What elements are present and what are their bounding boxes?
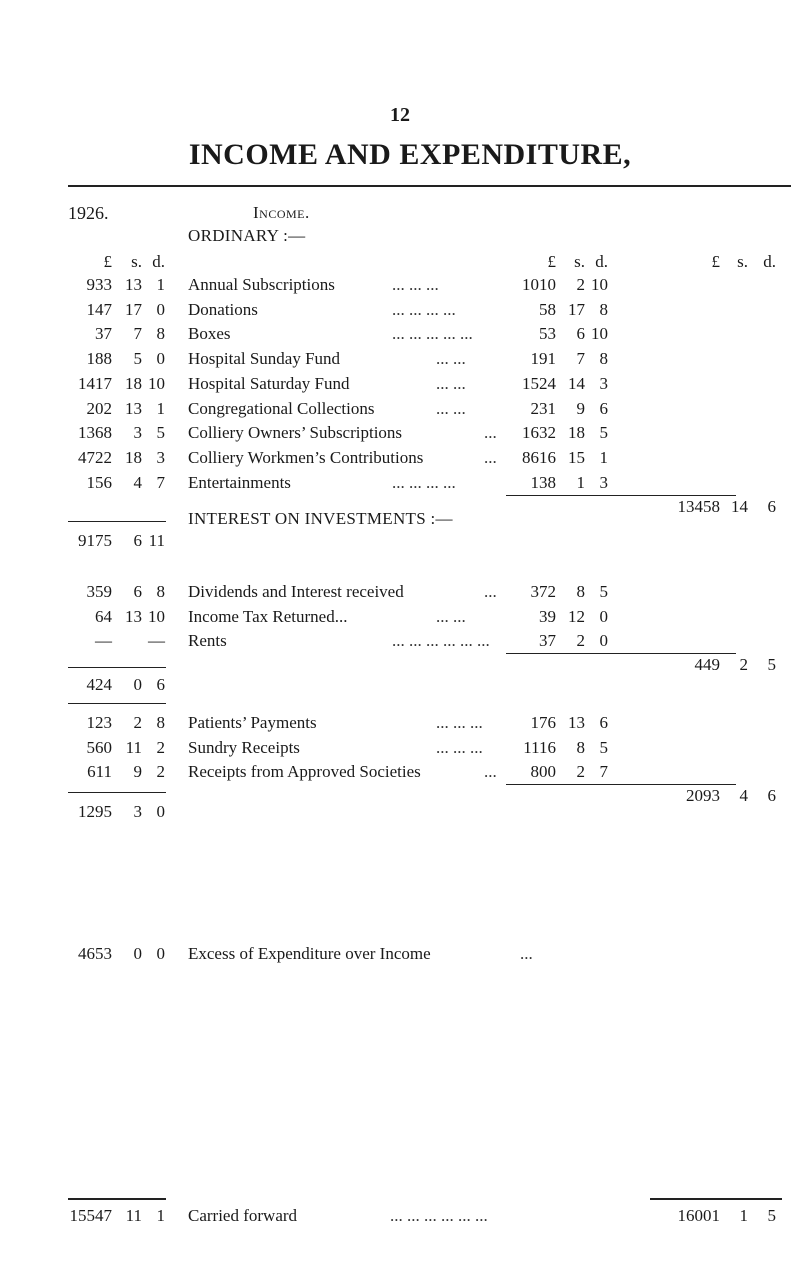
row-label: Excess of Expenditure over Income (188, 944, 431, 963)
table-row (0, 347, 800, 371)
row-label: Dividends and Interest received (188, 582, 404, 601)
page-number: 12 (390, 104, 410, 126)
row-label: Donations (188, 299, 258, 319)
curr-shillings: 7 (576, 349, 585, 369)
prev-subtotal-rule (68, 521, 166, 522)
prev-shillings: 4 (133, 472, 142, 492)
prev-shillings: 0 (133, 944, 142, 963)
ordinary-total-previous (0, 529, 800, 553)
prev-pence: 0 (156, 802, 165, 821)
prev-pence: 3 (156, 447, 165, 467)
row-label: Entertainments (188, 472, 291, 492)
table-row (0, 397, 800, 421)
row-label: Annual Subscriptions (188, 275, 335, 294)
pence-header: d. (595, 252, 608, 271)
curr-pence: 0 (599, 606, 608, 626)
section-rule (68, 703, 166, 704)
row-label: Hospital Saturday Fund (188, 373, 350, 393)
dot-leader: ... ... (436, 606, 466, 626)
curr-shillings: 14 (568, 373, 585, 393)
prev-pounds: 4653 (78, 944, 112, 963)
prev-shillings: 13 (125, 398, 142, 418)
pence-header: d. (152, 252, 165, 271)
dot-leader: ... ... (436, 349, 466, 369)
curr-shillings: 1 (576, 472, 585, 492)
interest-heading: INTEREST ON INVESTMENTS :— (188, 509, 453, 528)
prev-shillings: 5 (133, 349, 142, 369)
pounds-header: £ (547, 252, 556, 271)
page-title: INCOME AND EXPENDITURE, (188, 138, 632, 171)
prev-pounds: 1368 (78, 423, 112, 443)
row-label: Receipts from Approved Societies (188, 762, 421, 782)
curr-shillings: 15 (568, 447, 585, 467)
table-row (0, 273, 800, 297)
table-row (0, 736, 800, 760)
prev-shillings: 3 (133, 423, 142, 443)
curr-pence: 10 (591, 324, 608, 344)
table-row (0, 372, 800, 396)
curr-shillings: 13 (568, 713, 585, 732)
prev-shillings: 2 (133, 713, 142, 732)
dot-leader: ... (484, 582, 497, 601)
prev-shillings: 13 (125, 606, 142, 626)
dot-leader: ... ... ... (436, 737, 483, 757)
prev-pence: 11 (148, 531, 165, 550)
curr-pence: 6 (767, 497, 776, 516)
curr-pence: 1 (599, 447, 608, 467)
curr-pence: 5 (767, 1206, 776, 1225)
curr-pounds: 1116 (523, 737, 556, 757)
prev-pence: 1 (156, 275, 165, 294)
prev-shillings: 18 (125, 447, 142, 467)
dot-leader: ... ... ... ... ... (392, 324, 473, 344)
curr-shillings: 4 (739, 786, 748, 805)
row-label: Hospital Sunday Fund (188, 349, 341, 369)
curr-shillings: 2 (576, 762, 585, 782)
curr-pounds: 37 (539, 631, 556, 651)
excess-row (0, 942, 800, 966)
row-label: Boxes (188, 324, 231, 344)
prev-pounds: 424 (86, 675, 112, 694)
pence-header: d. (763, 252, 776, 271)
prev-pence: 6 (156, 675, 165, 694)
curr-pence: 6 (599, 398, 608, 418)
curr-pence: 5 (599, 423, 608, 443)
curr-pence: 8 (599, 349, 608, 369)
table-row (0, 298, 800, 322)
prev-pounds: 64 (95, 606, 112, 626)
table-row (0, 580, 800, 604)
prev-pounds: 1417 (78, 373, 112, 393)
carried-rule (650, 1198, 782, 1200)
dot-leader: ... ... (436, 398, 466, 418)
prev-shillings: 18 (125, 373, 142, 393)
prev-pounds: 1295 (78, 802, 112, 821)
prev-subtotal-rule (68, 792, 166, 793)
curr-shillings: 9 (576, 398, 585, 418)
prev-pounds: 188 (86, 349, 112, 369)
curr-shillings: 2 (576, 631, 585, 651)
curr-shillings: 6 (576, 324, 585, 344)
prev-pounds: — (95, 631, 112, 651)
prev-shillings: 0 (133, 675, 142, 694)
dot-leader: ... (484, 447, 497, 467)
curr-pounds: 372 (530, 582, 556, 601)
prev-shillings: 11 (125, 737, 142, 757)
prev-pounds: 560 (86, 737, 112, 757)
curr-pounds: 1524 (522, 373, 556, 393)
prev-pounds: 202 (86, 398, 112, 418)
curr-pounds: 176 (530, 713, 556, 732)
table-row (0, 605, 800, 629)
curr-pounds: 58 (539, 299, 556, 319)
curr-pounds: 8616 (522, 447, 556, 467)
curr-pence: 7 (599, 762, 608, 782)
curr-shillings: 8 (576, 737, 585, 757)
curr-shillings: 2 (576, 275, 585, 294)
dot-leader: ... (484, 762, 497, 782)
prev-pence: 5 (156, 423, 165, 443)
curr-pounds: 191 (530, 349, 556, 369)
table-row (0, 760, 800, 784)
dot-leader: ... ... ... ... (392, 472, 456, 492)
curr-shillings: 18 (568, 423, 585, 443)
prev-pounds: 9175 (78, 531, 112, 550)
ordinary-heading: ORDINARY :— (188, 226, 306, 245)
title-rule (68, 185, 791, 187)
prev-pounds: 611 (87, 762, 112, 782)
curr-pounds: 449 (694, 655, 720, 674)
curr-shillings: 12 (568, 606, 585, 626)
dot-leader: ... ... ... ... ... ... (392, 631, 490, 651)
prev-pence: 2 (156, 762, 165, 782)
prev-pence: 0 (156, 299, 165, 319)
curr-shillings: 2 (739, 655, 748, 674)
pounds-header: £ (103, 252, 112, 271)
row-label: Colliery Workmen’s Contributions (188, 447, 424, 467)
prev-shillings: 6 (133, 582, 142, 601)
curr-shillings: 14 (731, 497, 748, 516)
curr-pounds: 2093 (686, 786, 720, 805)
prev-pence: 10 (148, 373, 165, 393)
prev-shillings: 17 (125, 299, 142, 319)
curr-pounds: 800 (530, 762, 556, 782)
curr-pounds: 16001 (677, 1206, 720, 1225)
curr-pence: 5 (599, 737, 608, 757)
prev-pence: 7 (156, 472, 165, 492)
curr-pence: 5 (599, 582, 608, 601)
prev-pence: 10 (148, 606, 165, 626)
curr-pence: 6 (767, 786, 776, 805)
curr-pence: 3 (599, 472, 608, 492)
shillings-header: s. (131, 252, 142, 271)
pounds-header: £ (711, 252, 720, 271)
row-label: Sundry Receipts (188, 737, 300, 757)
curr-pounds: 1010 (522, 275, 556, 294)
row-label: Patients’ Payments (188, 713, 317, 732)
table-row (0, 322, 800, 346)
dot-leader: ... ... ... ... (392, 299, 456, 319)
prev-pence: 1 (156, 398, 165, 418)
table-row (0, 711, 800, 735)
dot-leader: ... ... ... (392, 275, 439, 294)
dot-leader: ... ... ... ... ... ... (390, 1206, 488, 1225)
prev-pounds: 37 (95, 324, 112, 344)
prev-pence: 8 (156, 713, 165, 732)
curr-pounds: 53 (539, 324, 556, 344)
prev-pounds: 123 (86, 713, 112, 732)
row-label: Colliery Owners’ Subscriptions (188, 423, 403, 443)
row-label: Carried forward (188, 1206, 298, 1225)
other-total-previous (0, 800, 800, 824)
ordinary-total-current (0, 495, 800, 519)
curr-pence: 8 (599, 299, 608, 319)
prev-pence: 0 (156, 349, 165, 369)
prev-pounds: 15547 (69, 1206, 112, 1225)
prev-pence: 8 (156, 324, 165, 344)
curr-pence: 5 (767, 655, 776, 674)
curr-shillings: 17 (568, 299, 585, 319)
prev-pounds: 4722 (78, 447, 112, 467)
curr-pounds: 1632 (522, 423, 556, 443)
prev-pounds: 156 (86, 472, 112, 492)
prev-pounds: 933 (86, 275, 112, 294)
row-label: Income Tax Returned... (188, 606, 348, 626)
interest-total-previous (0, 673, 800, 697)
curr-pence: 0 (599, 631, 608, 651)
curr-pounds: 138 (530, 472, 556, 492)
prev-shillings: 13 (125, 275, 142, 294)
prev-pence: 1 (156, 1206, 165, 1225)
table-row (0, 629, 800, 653)
prev-shillings: 9 (133, 762, 142, 782)
shillings-header: s. (574, 252, 585, 271)
dot-leader: ... (520, 944, 533, 963)
curr-pounds: 231 (530, 398, 556, 418)
curr-shillings: 8 (576, 582, 585, 601)
prev-pounds: 359 (86, 582, 112, 601)
table-row (0, 446, 800, 470)
curr-pounds: 39 (539, 606, 556, 626)
curr-pence: 3 (599, 373, 608, 393)
year-heading: 1926. (68, 203, 109, 223)
curr-pounds: 13458 (677, 497, 720, 516)
shillings-header: s. (737, 252, 748, 271)
prev-pence: 0 (156, 944, 165, 963)
carried-forward-total (0, 1204, 800, 1228)
prev-shillings: 11 (125, 1206, 142, 1225)
prev-pence: 2 (156, 737, 165, 757)
curr-pence: 10 (591, 275, 608, 294)
carried-rule (68, 1198, 166, 1200)
prev-shillings: 3 (133, 802, 142, 821)
prev-pence: 8 (156, 582, 165, 601)
curr-pence: 6 (599, 713, 608, 732)
row-label: Rents (188, 631, 227, 651)
row-label: Congregational Collections (188, 398, 375, 418)
total-currency-header (0, 250, 800, 274)
prev-shillings: 6 (133, 531, 142, 550)
prev-shillings: 7 (133, 324, 142, 344)
prev-pence: — (148, 631, 165, 651)
curr-shillings: 1 (739, 1206, 748, 1225)
prev-subtotal-rule (68, 667, 166, 668)
table-row (0, 471, 800, 495)
table-row (0, 421, 800, 445)
prev-pounds: 147 (86, 299, 112, 319)
dot-leader: ... (484, 423, 497, 443)
income-heading: Income. (253, 203, 310, 222)
dot-leader: ... ... (436, 373, 466, 393)
dot-leader: ... ... ... (436, 713, 483, 732)
